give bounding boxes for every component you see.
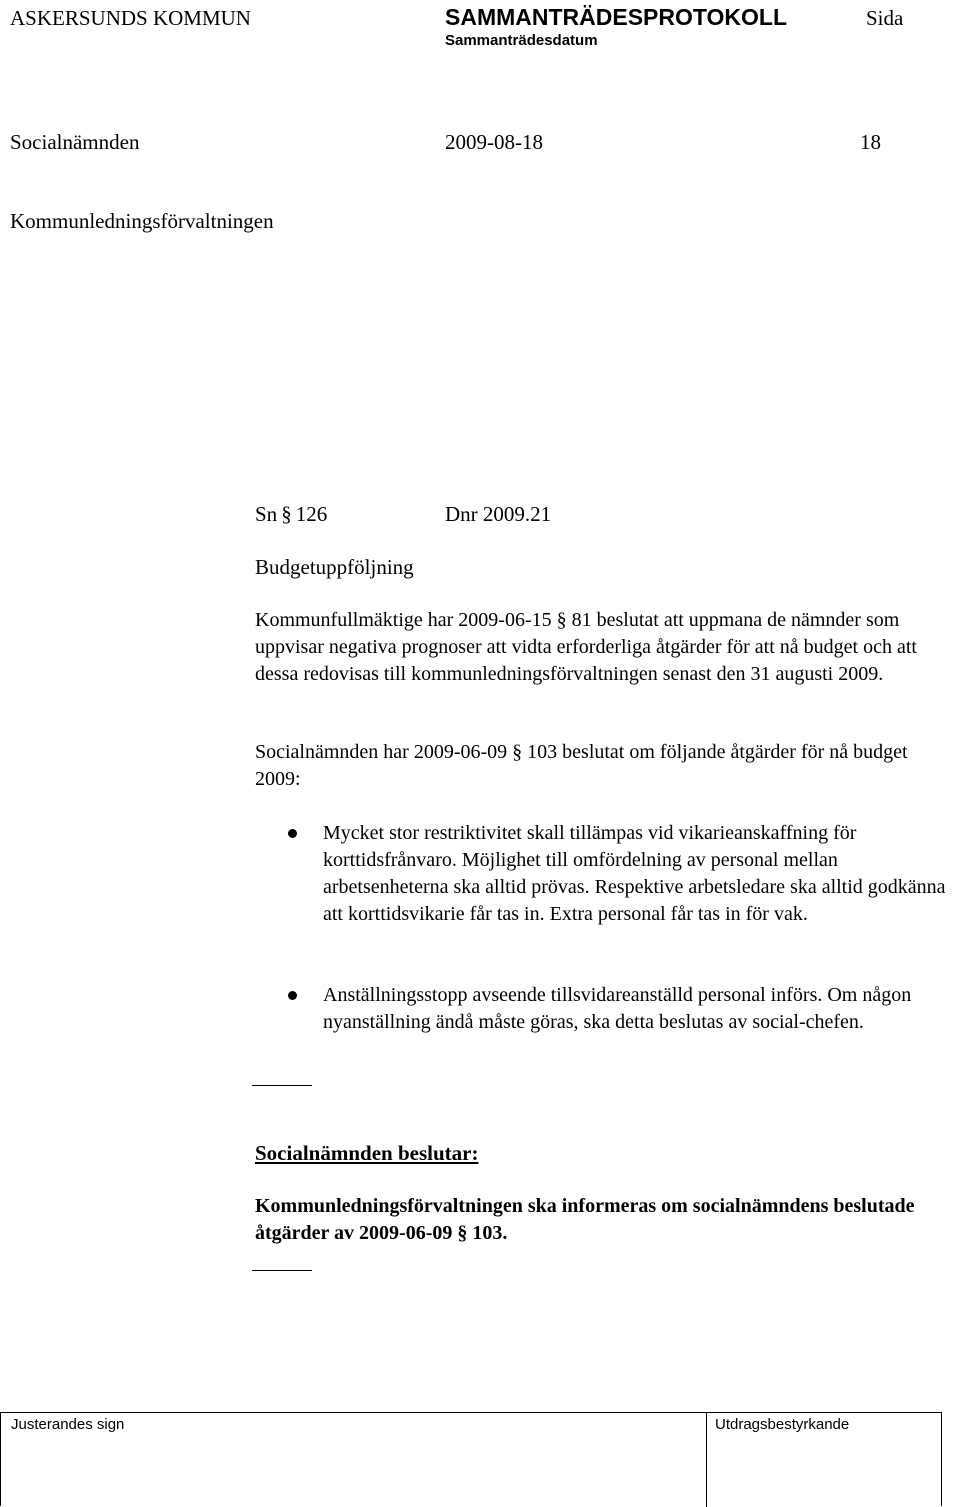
- bullet-item-substitutes: Mycket stor restriktivitet skall tillämpas vid vikarieanskaffning för korttidsfrånvaro. Möjlighet till omfördelning av personal mellan arbetsenheterna ska alltid prövas. Respektive arbetsledare ska alltid godkänna att korttidsvikarie får tas in. Extra personal får tas in för vak.: [323, 822, 946, 925]
- protocol-title: SAMMANTRÄDESPROTOKOLL: [445, 4, 788, 30]
- paragraph-board-decision: Socialnämnden har 2009-06-09 § 103 beslutat om följande åtgärder för nå budget 2009:: [255, 741, 908, 790]
- separator-rule: [252, 1085, 312, 1086]
- municipality-name: ASKERSUNDS KOMMUN: [10, 6, 251, 30]
- extract-certification-label: Utdragsbestyrkande: [715, 1416, 850, 1433]
- signature-box-divider: [706, 1413, 707, 1507]
- bullet-marker: [288, 829, 297, 838]
- administration-name: Kommunledningsförvaltningen: [10, 209, 274, 233]
- section-number: 126: [295, 502, 328, 526]
- section-prefix: Sn: [255, 502, 278, 526]
- meeting-date-label: Sammanträdesdatum: [445, 32, 598, 49]
- paragraph-council-decision: Kommunfullmäktige har 2009-06-15 § 81 beslutat att uppmana de nämnder som uppvisar negativa prognoser att vidta erforderliga åtgärder för att nå budget och att dessa redovisas till kommunledningsförvaltningen senast den 31 augusti 2009.: [255, 609, 917, 685]
- case-title: Budgetuppföljning: [255, 555, 414, 579]
- bullet-marker: [288, 991, 297, 1000]
- meeting-body: Socialnämnden: [10, 130, 140, 154]
- section-mark: §: [281, 502, 292, 526]
- bullet-item-hiring-freeze: Anställningsstopp avseende tillsvidareanställd personal införs. Om någon nyanställning ändå måste göras, ska detta beslutas av social-chefen.: [323, 984, 912, 1033]
- diary-number: Dnr 2009.21: [445, 502, 552, 526]
- meeting-date: 2009-08-18: [445, 130, 543, 154]
- adjuster-signature-label: Justerandes sign: [11, 1416, 125, 1433]
- case-section: [255, 501, 327, 528]
- page-number: 18: [860, 130, 881, 154]
- separator-rule: [252, 1270, 312, 1271]
- signature-box: [0, 1412, 942, 1506]
- decision-text: Kommunledningsförvaltningen ska informeras om socialnämndens beslutade åtgärder av 2009-06-09 § 103.: [255, 1195, 915, 1244]
- decision-heading: Socialnämnden beslutar:: [255, 1141, 479, 1165]
- page-label: Sida: [866, 6, 904, 30]
